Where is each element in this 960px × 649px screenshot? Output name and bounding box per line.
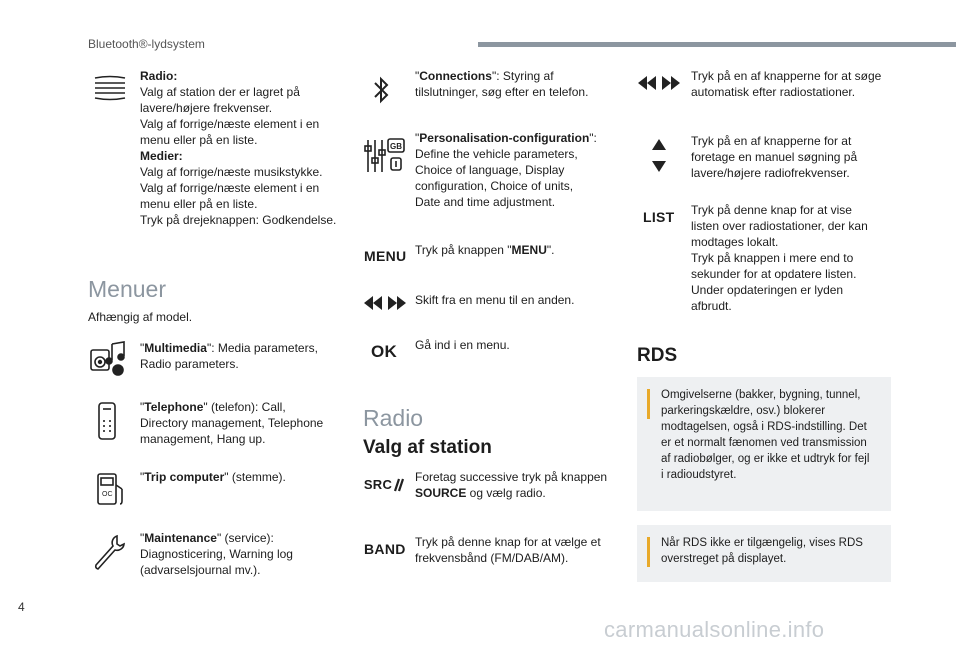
- text-line: frekvensbånd (FM/DAB/AM).: [415, 551, 569, 565]
- text-line: ":: [589, 131, 597, 145]
- text-line: er et normalt fænomen ved transmission: [661, 437, 867, 449]
- media-heading: Medier:: [140, 149, 183, 163]
- menu-item-maintenance: "Maintenance" (service): Diagnosticering, Warning log (advarselsjournal mv.).: [140, 531, 293, 577]
- seek-arrows-icon: [637, 74, 681, 92]
- source-key-name: SOURCE: [415, 486, 467, 500]
- text-line: Valg af forrige/næste element i en: [140, 181, 320, 195]
- text-line: automatisk efter radiostationer.: [691, 85, 856, 99]
- text-line: modtagelsen, også i RDS-indstilling. Det: [661, 421, 867, 433]
- text-line: Når RDS ikke er tilgængelig, vises RDS: [661, 537, 863, 549]
- text-line: Date and time adjustment.: [415, 195, 556, 209]
- menu-key-icon: MENU: [364, 248, 407, 264]
- text-line: Tryk på drejeknappen: Godkendelse.: [140, 213, 337, 227]
- text-line: Tryk på knappen i mere end to: [691, 251, 854, 265]
- menu-item-multimedia: "Multimedia": Media parameters, Radio parameters.: [140, 341, 318, 371]
- text-line: og vælg radio.: [466, 486, 546, 500]
- seek-description: [691, 68, 901, 100]
- menu-key-name: MENU: [511, 243, 547, 257]
- text-line: parkeringskældre, osv.) blokerer: [661, 405, 826, 417]
- text-line: ".: [546, 243, 555, 257]
- text-line: Radio parameters.: [140, 357, 239, 371]
- up-down-arrows-icon: [650, 136, 668, 176]
- text-line: " (stemme).: [224, 470, 286, 484]
- menu-section-title: Menuer: [88, 276, 166, 302]
- menu-intro: Afhængig af model.: [88, 310, 193, 324]
- header-title: Bluetooth®-lydsystem: [88, 37, 205, 51]
- page-number: 4: [18, 600, 25, 614]
- text-line: i radioudstyret.: [661, 469, 737, 481]
- rds-info-box-2: [637, 525, 891, 582]
- text-line: Tryk på en af knapperne for at: [691, 134, 852, 148]
- info-bar: [647, 537, 650, 567]
- text-line: Omgivelserne (bakker, bygning, tunnel,: [661, 389, 861, 401]
- text-line: management, Hang up.: [140, 432, 266, 446]
- rds-info-text-1: [661, 387, 886, 483]
- radio-heading: Radio:: [140, 69, 178, 83]
- text-line: " (telefon): Call,: [203, 400, 286, 414]
- text-line: Under opdateringen er lyden: [691, 283, 844, 297]
- text-line: Valg af forrige/næste element i en: [140, 117, 320, 131]
- text-line: af radiobølger, og er ikke et udtryk for fejl: [661, 453, 870, 465]
- connections-name: Connections: [419, 69, 492, 83]
- text-line: overstreget på displayet.: [661, 553, 787, 565]
- text-line: Foretag successive tryk på knappen: [415, 470, 608, 484]
- radio-section-title: Radio: [363, 405, 424, 431]
- multimedia-icon: [88, 340, 128, 376]
- text-line: ": Styring af: [491, 69, 554, 83]
- text-line: Directory management, Telephone: [140, 416, 324, 430]
- rocker-switch-icon: [93, 74, 127, 102]
- menu-item-name: Trip computer: [144, 470, 225, 484]
- src-description: [415, 469, 625, 501]
- manual-search-description: [691, 133, 901, 181]
- src-key-icon: [362, 474, 408, 494]
- trip-computer-icon: [95, 471, 127, 507]
- svg-text:OC: OC: [102, 491, 113, 498]
- wrench-icon: [91, 532, 127, 572]
- list-key-icon: LIST: [643, 209, 675, 225]
- text-line: tilslutninger, søg efter en telefon.: [415, 85, 589, 99]
- text-line: configuration, Choice of units,: [415, 179, 574, 193]
- text-line: foretage en manuel søgning på: [691, 150, 858, 164]
- telephone-icon: [96, 401, 118, 441]
- text-line: menu eller på en liste.: [140, 197, 258, 211]
- text-line: Diagnosticering, Warning log: [140, 547, 293, 561]
- watermark: carmanualsonline.info: [604, 617, 825, 642]
- station-subtitle: Valg af station: [363, 437, 492, 458]
- ok-key-description: Gå ind i en menu.: [415, 338, 510, 352]
- text-line: Valg af station der er lagret på: [140, 85, 300, 99]
- text-line: menu eller på en liste.: [140, 133, 258, 147]
- rds-title: RDS: [637, 345, 678, 366]
- text-line: sekunder for at opdatere listen.: [691, 267, 857, 281]
- menu-item-trip-computer: "Trip computer" (stemme).: [140, 470, 286, 484]
- text-line: Tryk på denne knap for at vælge et: [415, 535, 601, 549]
- header-bar: [478, 42, 956, 47]
- text-line: Define the vehicle parameters,: [415, 147, 578, 161]
- svg-text:GB: GB: [390, 142, 402, 151]
- text-line: modtages lokalt.: [691, 235, 779, 249]
- bluetooth-icon: [369, 74, 393, 106]
- text-line: Tryk på knappen ": [415, 243, 512, 257]
- connections-description: "Connections": Styring af tilslutninger, søg efter en telefon.: [415, 69, 589, 99]
- text-line: afbrudt.: [691, 299, 732, 313]
- list-description: [691, 202, 901, 314]
- menu-item-name: Telephone: [144, 400, 204, 414]
- text-line: (advarselsjournal mv.).: [140, 563, 261, 577]
- text-line: ": Media parameters,: [206, 341, 318, 355]
- src-key-label: SRC: [363, 476, 393, 492]
- rds-info-text-2: [661, 535, 886, 567]
- menu-item-name: Multimedia: [144, 341, 207, 355]
- menu-item-telephone: "Telephone" (telefon): Call, Directory management, Telephone management, Hang up.: [140, 400, 324, 446]
- ok-key-icon: OK: [371, 342, 398, 361]
- text-line: Choice of language, Display: [415, 163, 565, 177]
- personalisation-name: Personalisation-configuration: [419, 131, 590, 145]
- band-key-icon: BAND: [364, 541, 406, 557]
- text-line: " (service):: [216, 531, 274, 545]
- text-line: Tryk på en af knapperne for at søge: [691, 69, 882, 83]
- personalisation-description: "Personalisation-configuration": Define the vehicle parameters, Choice of language, Display configuration, Choice of units, Date and time adjustment.: [415, 131, 597, 209]
- left-right-arrows-icon: [363, 294, 407, 312]
- band-description: [415, 534, 625, 566]
- text-line: lavere/højere radiofrekvenser.: [691, 166, 850, 180]
- menu-item-name: Maintenance: [144, 531, 217, 545]
- rds-info-box-1: [637, 377, 891, 511]
- text-line: lavere/højere frekvenser.: [140, 101, 273, 115]
- radio-media-description: [140, 68, 350, 228]
- arrows-description: Skift fra en menu til en anden.: [415, 293, 575, 307]
- text-line: Tryk på denne knap for at vise: [691, 203, 852, 217]
- menu-key-description: [415, 242, 615, 258]
- info-bar: [647, 389, 650, 419]
- text-line: Valg af forrige/næste musikstykke.: [140, 165, 323, 179]
- text-line: listen over radiostationer, der kan: [691, 219, 868, 233]
- settings-sliders-icon: [363, 136, 407, 176]
